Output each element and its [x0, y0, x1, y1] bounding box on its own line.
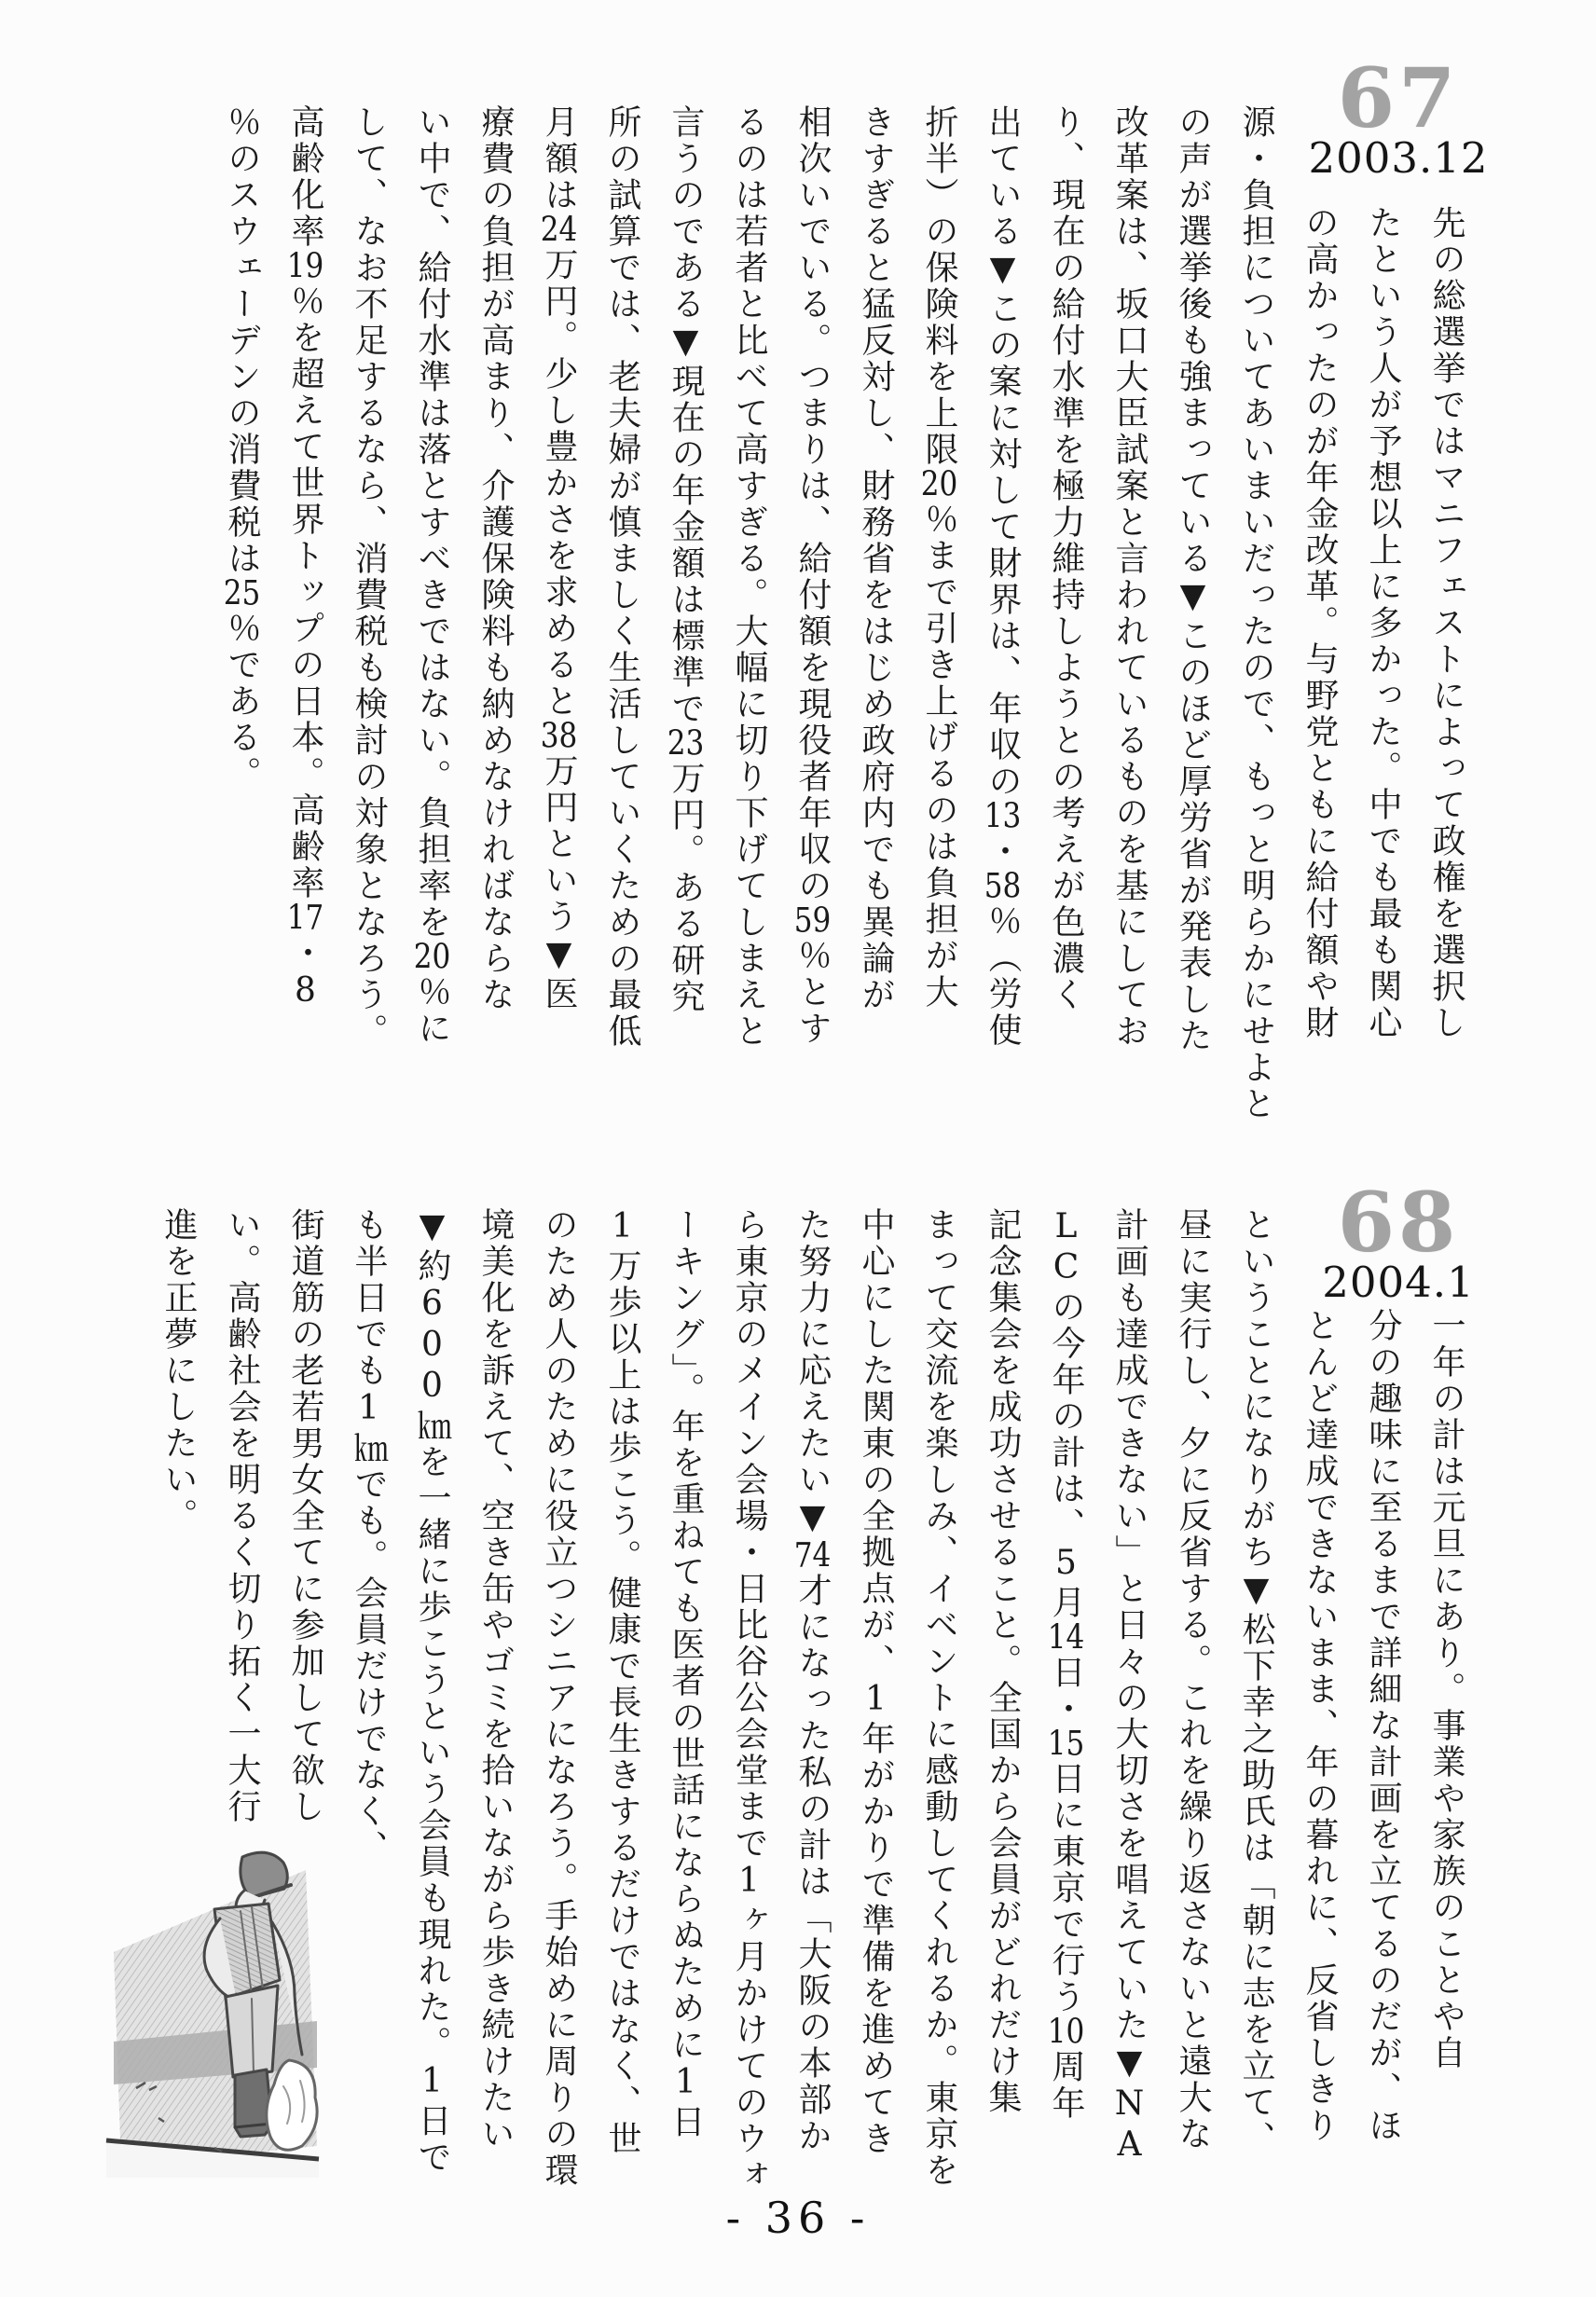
essay-67-header	[1305, 49, 1492, 184]
text-column: 折半）の保険料を上限20％まで引き上げるのは負担が大	[920, 104, 958, 1011]
essay-67-number: 67	[1337, 49, 1460, 146]
text-column: ％のスウェーデンの消費税は25％である。	[223, 104, 261, 792]
text-column: 1万歩以上は歩こう。健康で長生きするだけではなく、世	[603, 1207, 641, 2157]
text-column: の高かったのが年金改革。与野党ともに給付額や財	[1300, 205, 1339, 1041]
text-column: 先の総選挙ではマニフェストによって政権を選択し	[1427, 205, 1465, 1041]
text-column: 月額は24万円。少し豊かさを求めると38万円という▼医	[540, 104, 578, 1012]
text-column: LCの今年の計は、5月14日・15日に東京で行う10周年	[1047, 1207, 1085, 2122]
text-column: とんど達成できないまま、年の暮れに、反省しきり	[1300, 1308, 1339, 2144]
essay-68-header	[1305, 1174, 1492, 1308]
text-column: 分の趣味に至るまで詳細な計画を立てるのだが、ほ	[1364, 1308, 1402, 2144]
text-column: た努力に応えたい▼74才になった私の計は「大阪の本部か	[793, 1207, 832, 2154]
text-column: 中心にした関東の全拠点が、1年がかりで準備を進めてき	[857, 1207, 895, 2157]
cap	[241, 1852, 287, 1898]
text-column: たという人が予想以上に多かった。中でも最も関心	[1364, 205, 1402, 1041]
text-column: 記念集会を成功させること。全国から会員がどれだけ集	[984, 1207, 1022, 2116]
text-column: まって交流を楽しみ、イベントに感動してくれるか。東京を	[920, 1207, 958, 2189]
page-number: - 36 -	[725, 2193, 871, 2243]
essay-68-number: 68	[1337, 1174, 1460, 1271]
text-column: ▼約600㎞を一緒に歩こうという会員も現れた。1日で	[413, 1207, 451, 2176]
text-column: り、現在の給付水準を極力維持しようとの考えが色濃く	[1047, 104, 1085, 1013]
text-column: ということになりがち▼松下幸之助氏は「朝に志を立て、	[1237, 1207, 1275, 2157]
text-column: 境美化を訴えて、空き缶やゴミを拾いながら歩き続けたい	[476, 1207, 515, 2153]
text-column: きすぎると猛反対し、財務省をはじめ政府内でも異論が	[857, 104, 895, 1013]
text-column: の声が選挙後も強まっている▼このほど厚労省が発表した	[1174, 104, 1212, 1054]
essay-68-date: 2004.1	[1322, 1258, 1475, 1308]
text-column: 街道筋の老若男女全てに参加して欲し	[286, 1207, 324, 1825]
text-column: 相次いでいる。つまりは、給付額を現役者年収の59％とす	[793, 104, 832, 1047]
text-column: るのは若者と比べて高すぎる。大幅に切り下げてしまえと	[730, 104, 768, 1050]
text-column: 所の試算では、老夫婦が慎ましく生活していくための最低	[603, 104, 641, 1050]
text-column: 源・負担についてあいまいだったので、もっと明らかにせよと	[1237, 104, 1275, 1122]
text-column: 改革案は、坂口大臣試案と言われているものを基にしてお	[1110, 104, 1149, 1050]
essay-67-text-columns	[117, 104, 1478, 1172]
text-column: ーキング」。年を重ねても医者の世話にならぬために1日	[667, 1207, 705, 2140]
text-column: 療費の負担が高まり、介護保険料も納めなければならな	[476, 104, 515, 1013]
text-column: ら東京のメイン会場・日比谷公会堂まで1ヶ月かけてのウォ	[730, 1207, 768, 2194]
text-column: 昼に実行し、夕に反省する。これを繰り返さないと遠大な	[1174, 1207, 1212, 2153]
text-column: 出ている▼この案に対して財界は、年収の13・58％（労使	[984, 104, 1022, 1049]
text-column: 一年の計は元旦にあり。事業や家族のことや自	[1427, 1308, 1465, 2071]
text-column: も半日でも1㎞でも。会員だけでなく、	[350, 1207, 388, 1866]
essay-67-date: 2003.12	[1308, 133, 1489, 184]
text-column: 言うのである▼現在の年金額は標準で23万円。ある研究	[667, 104, 705, 1015]
text-column: して、なお不足するなら、消費税も検討の対象となろう。	[350, 104, 388, 1050]
trash-pickup-illustration	[104, 1838, 324, 2178]
text-column: 計画も達成できない」と日々の大切さを唱えていた▼NA	[1110, 1207, 1149, 2166]
text-column: い。高齢社会を明るく切り拓く一大行	[223, 1207, 261, 1825]
text-column: のため人のために役立つシニアになろう。手始めに周りの環	[540, 1207, 578, 2189]
trash-pickup-drawing	[104, 1838, 324, 2178]
text-column: い中で、給付水準は落とすべきではない。負担率を20％に	[413, 104, 451, 1047]
text-column: 高齢化率19％を超えて世界トップの日本。高齢率17・8	[286, 104, 324, 1012]
text-column: 進を正夢にしたい。	[159, 1207, 198, 1534]
